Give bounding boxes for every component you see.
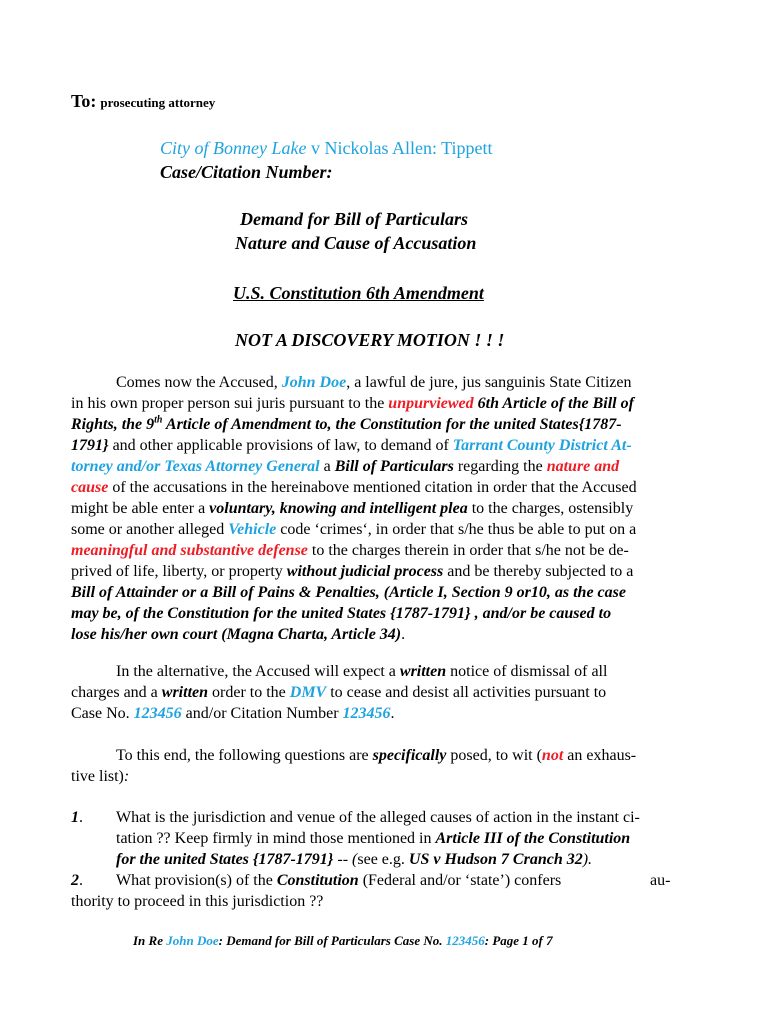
text: regarding the (453, 458, 547, 475)
to-value: prosecuting attorney (100, 95, 216, 110)
defendant: Nickolas Allen: Tippett (324, 138, 493, 158)
text: In Re (133, 933, 167, 948)
text: code ‘crimes‘, in order that s/he thus be able to put on a (276, 521, 637, 538)
text: : (123, 768, 130, 785)
para2-line1 (116, 661, 607, 682)
para1-line8 (71, 519, 636, 540)
para1-line11: Bill of Attainder or a Bill of Pains & Penalties, (Article I, Section 9 or10, as the case (71, 584, 626, 601)
text: to the charges therein in order that s/he not be de- (307, 542, 629, 559)
text: to the charges, ostensibly (467, 500, 634, 517)
text: without judicial process (286, 563, 444, 580)
unpurviewed: unpurviewed (388, 395, 474, 412)
text: Constitution (276, 872, 359, 889)
case-number: 123456 (133, 705, 182, 722)
number: 1 (71, 809, 79, 826)
text: Article III of the Constitution (435, 830, 631, 847)
not-discovery-heading: NOT A DISCOVERY MOTION ! ! ! (235, 330, 505, 350)
footer-name: John Doe (166, 933, 219, 948)
text: an exhaus- (563, 747, 637, 764)
to-line (71, 91, 215, 112)
accused-name: John Doe (281, 374, 347, 391)
amendment-heading: U.S. Constitution 6th Amendment (233, 283, 484, 303)
text: written (399, 663, 447, 680)
question-1-number: 1. (71, 809, 83, 826)
text: Bill of Particulars (334, 458, 454, 475)
para1-line7 (71, 498, 633, 519)
text: order to the (208, 684, 290, 701)
text: ). (582, 851, 593, 868)
text: : Page 1 of 7 (484, 933, 553, 948)
nature-and: nature and (546, 458, 620, 475)
para2-line2 (71, 682, 606, 703)
text: written (161, 684, 209, 701)
question-2-trailing: au- (650, 872, 671, 889)
para1-line1 (116, 372, 631, 393)
text: : Demand for Bill of Particulars Case No. (218, 933, 446, 948)
text: posed, to wit ( (446, 747, 542, 764)
text: . (401, 626, 406, 643)
text: 6th Article of the Bill of (473, 395, 634, 412)
footer-case-number: 123456 (445, 933, 485, 948)
question-2-line1 (116, 870, 561, 891)
doc-title-line1: Demand for Bill of Particulars (240, 209, 469, 229)
meaningful-defense: meaningful and substantive defense (71, 542, 308, 559)
para1-line5 (71, 456, 619, 477)
text: notice of dismissal of all (446, 663, 608, 680)
text: US v Hudson 7 Cranch 32 (408, 851, 583, 868)
vehicle: Vehicle (228, 521, 277, 538)
tarrant-county: Tarrant County District At- (452, 437, 632, 454)
text: might be able enter a (71, 500, 210, 517)
case-v: v (310, 138, 320, 158)
para1-line12: may be, of the Constitution for the united States {1787-1791} , and/or be caused to (71, 605, 612, 622)
plaintiff: City of Bonney Lake (160, 138, 307, 158)
text: and/or Citation Number (181, 705, 343, 722)
para3-line1 (116, 745, 636, 766)
attorney-general: torney and/or Texas Attorney General (71, 458, 320, 475)
text: In the alternative, the Accused will expect a (116, 663, 400, 680)
case-number-label: Case/Citation Number: (160, 162, 333, 182)
text: Comes now the Accused, (116, 374, 282, 391)
to-label: To: (71, 91, 97, 111)
case-caption (160, 138, 492, 159)
text: To this end, the following questions are (116, 747, 373, 764)
text: What provision(s) of the (116, 872, 277, 889)
question-2-number: 2. (71, 872, 83, 889)
para3-line2 (71, 766, 129, 787)
text: -- ( (333, 851, 358, 868)
citation-number: 123456 (342, 705, 391, 722)
text: a (319, 458, 335, 475)
text: 1791} (71, 437, 109, 454)
number: 2 (71, 872, 79, 889)
text: see e.g. (357, 851, 409, 868)
page-footer (133, 933, 553, 949)
text: Rights, the 9 (71, 416, 155, 433)
para1-line10 (71, 561, 633, 582)
para1-line4 (71, 435, 632, 456)
text: specifically (372, 747, 447, 764)
question-1-line1: What is the jurisdiction and venue of the alleged causes of action in the instant ci- (116, 809, 640, 826)
text: lose his/her own court (Magna Charta, Article 34) (71, 626, 402, 643)
text: of the accusations in the hereinabove mentioned citation in order that the Accused (108, 479, 637, 496)
question-1-line2 (116, 828, 630, 849)
para1-line6 (71, 477, 637, 498)
text: tive list) (71, 768, 124, 785)
question-1-line3 (116, 849, 592, 870)
text: tation ?? Keep firmly in mind those mentioned in (116, 830, 436, 847)
text: and be thereby subjected to a (443, 563, 634, 580)
para1-line13 (71, 624, 405, 645)
cause: cause (71, 479, 109, 496)
superscript: th (154, 414, 163, 426)
text: , a lawful de jure, jus sanguinis State Citizen (346, 374, 632, 391)
text: voluntary, knowing and intelligent plea (209, 500, 468, 517)
para2-line3 (71, 703, 395, 724)
question-2-line2: thority to proceed in this jurisdiction ?? (71, 893, 324, 910)
doc-title-line2: Nature and Cause of Accusation (235, 233, 477, 253)
not-word: not (541, 747, 564, 764)
text: and other applicable provisions of law, to demand of (108, 437, 453, 454)
text: Article of Amendment to, the Constitution for the united States{1787- (162, 416, 622, 433)
text: charges and a (71, 684, 162, 701)
para1-line3 (71, 414, 622, 435)
dmv: DMV (289, 684, 327, 701)
text: Case No. (71, 705, 134, 722)
text: . (390, 705, 395, 722)
text: for the united States {1787-1791} (116, 851, 334, 868)
para1-line9 (71, 540, 629, 561)
text: in his own proper person sui juris pursuant to the (71, 395, 389, 412)
para1-line2 (71, 393, 634, 414)
text: (Federal and/or ‘state’) confers (358, 872, 562, 889)
text: to cease and desist all activities pursuant to (326, 684, 607, 701)
text: prived of life, liberty, or property (71, 563, 287, 580)
text: some or another alleged (71, 521, 229, 538)
